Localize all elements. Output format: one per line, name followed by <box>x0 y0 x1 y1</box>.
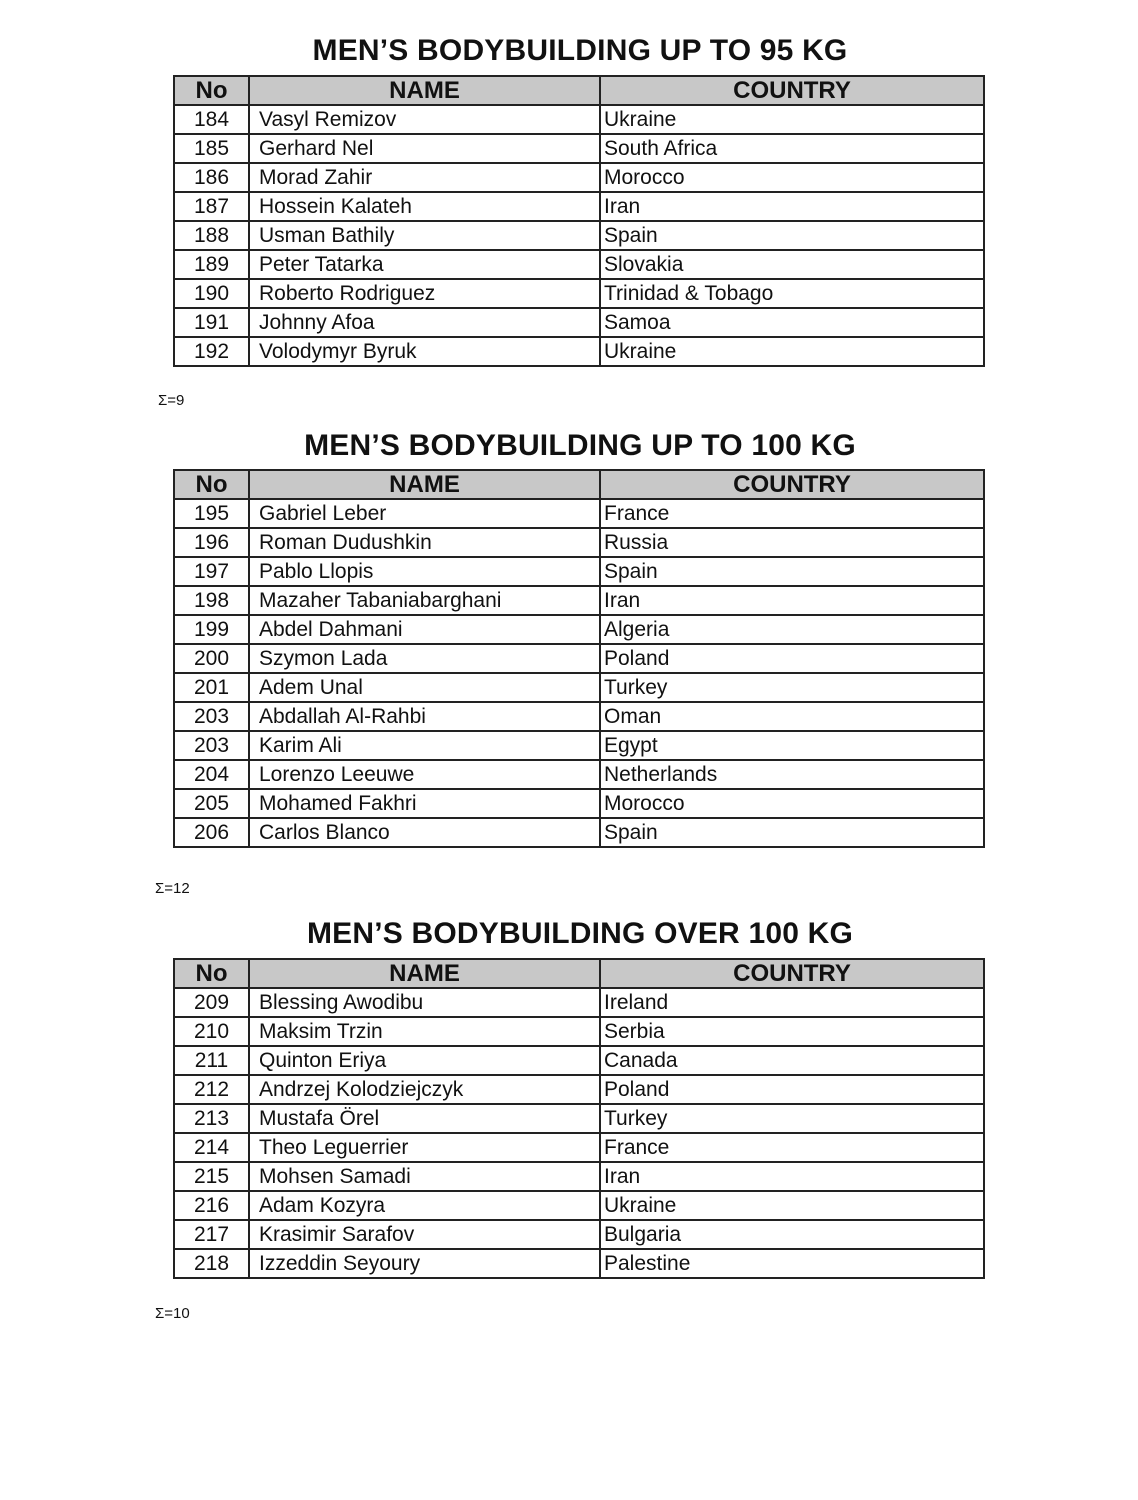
section-title: MEN’S BODYBUILDING UP TO 95 KG <box>312 34 848 67</box>
row-no: 197 <box>174 557 249 586</box>
row-country: Poland <box>600 644 984 673</box>
row-country: Oman <box>600 702 984 731</box>
row-name: Karim Ali <box>249 731 600 760</box>
row-country: Ireland <box>600 988 984 1017</box>
table-row <box>174 134 984 163</box>
row-no: 204 <box>174 760 249 789</box>
row-country: Turkey <box>600 1104 984 1133</box>
table-row <box>174 221 984 250</box>
row-country: Poland <box>600 1075 984 1104</box>
row-name: Adam Kozyra <box>249 1191 600 1220</box>
row-name: Krasimir Sarafov <box>249 1220 600 1249</box>
row-no: 186 <box>174 163 249 192</box>
row-country: Trinidad & Tobago <box>600 279 984 308</box>
row-no: 187 <box>174 192 249 221</box>
header-row <box>174 959 984 988</box>
row-country: Morocco <box>600 789 984 818</box>
row-no: 195 <box>174 499 249 528</box>
table-row <box>174 988 984 1017</box>
row-name: Gabriel Leber <box>249 499 600 528</box>
row-name: Vasyl Remizov <box>249 105 600 134</box>
row-name: Abdallah Al-Rahbi <box>249 702 600 731</box>
table-row <box>174 731 984 760</box>
row-name: Roman Dudushkin <box>249 528 600 557</box>
row-no: 192 <box>174 337 249 366</box>
table-row <box>174 1104 984 1133</box>
row-name: Theo Leguerrier <box>249 1133 600 1162</box>
header-no: No <box>174 470 249 499</box>
row-no: 184 <box>174 105 249 134</box>
table-row <box>174 1017 984 1046</box>
table-row <box>174 789 984 818</box>
row-no: 185 <box>174 134 249 163</box>
row-country: Spain <box>600 818 984 847</box>
row-name: Volodymyr Byruk <box>249 337 600 366</box>
header-row <box>174 76 984 105</box>
row-country: Slovakia <box>600 250 984 279</box>
table-row <box>174 644 984 673</box>
row-no: 196 <box>174 528 249 557</box>
row-no: 191 <box>174 308 249 337</box>
section-title: MEN’S BODYBUILDING OVER 100 KG <box>306 917 854 950</box>
row-no: 210 <box>174 1017 249 1046</box>
row-name: Gerhard Nel <box>249 134 600 163</box>
row-country: France <box>600 1133 984 1162</box>
row-no: 198 <box>174 586 249 615</box>
row-country: Ukraine <box>600 1191 984 1220</box>
header-no: No <box>174 76 249 105</box>
row-country: Iran <box>600 1162 984 1191</box>
table-row <box>174 673 984 702</box>
row-country: Canada <box>600 1046 984 1075</box>
row-country: Bulgaria <box>600 1220 984 1249</box>
header-no: No <box>174 959 249 988</box>
row-name: Andrzej Kolodziejczyk <box>249 1075 600 1104</box>
row-no: 205 <box>174 789 249 818</box>
entry-count: Σ=12 <box>155 880 190 897</box>
row-no: 200 <box>174 644 249 673</box>
row-name: Mustafa Örel <box>249 1104 600 1133</box>
table-row <box>174 760 984 789</box>
row-no: 206 <box>174 818 249 847</box>
row-name: Blessing Awodibu <box>249 988 600 1017</box>
row-country: Algeria <box>600 615 984 644</box>
row-name: Mohamed Fakhri <box>249 789 600 818</box>
row-name: Izzeddin Seyoury <box>249 1249 600 1278</box>
row-country: Ukraine <box>600 105 984 134</box>
table-row <box>174 1075 984 1104</box>
table-row <box>174 818 984 847</box>
entries-table <box>173 75 985 367</box>
table-row <box>174 1220 984 1249</box>
entries-table <box>173 469 985 848</box>
row-no: 215 <box>174 1162 249 1191</box>
header-country: COUNTRY <box>600 76 984 105</box>
table-row <box>174 586 984 615</box>
row-country: Iran <box>600 192 984 221</box>
table-row <box>174 557 984 586</box>
table-row <box>174 308 984 337</box>
row-name: Pablo Llopis <box>249 557 600 586</box>
row-name: Mohsen Samadi <box>249 1162 600 1191</box>
row-country: Iran <box>600 586 984 615</box>
row-country: Morocco <box>600 163 984 192</box>
table-row <box>174 615 984 644</box>
table-row <box>174 192 984 221</box>
row-country: South Africa <box>600 134 984 163</box>
table-row <box>174 250 984 279</box>
row-name: Lorenzo Leeuwe <box>249 760 600 789</box>
header-country: COUNTRY <box>600 470 984 499</box>
row-name: Szymon Lada <box>249 644 600 673</box>
row-name: Morad Zahir <box>249 163 600 192</box>
table-row <box>174 279 984 308</box>
row-country: Turkey <box>600 673 984 702</box>
entries-table <box>173 958 985 1279</box>
entry-count: Σ=9 <box>158 392 185 409</box>
header-row <box>174 470 984 499</box>
table-row <box>174 499 984 528</box>
table-row <box>174 1046 984 1075</box>
table-row <box>174 163 984 192</box>
row-name: Maksim Trzin <box>249 1017 600 1046</box>
row-no: 203 <box>174 702 249 731</box>
row-no: 209 <box>174 988 249 1017</box>
row-country: Russia <box>600 528 984 557</box>
row-no: 199 <box>174 615 249 644</box>
table-row <box>174 528 984 557</box>
table-row <box>174 702 984 731</box>
row-no: 190 <box>174 279 249 308</box>
row-no: 203 <box>174 731 249 760</box>
row-name: Usman Bathily <box>249 221 600 250</box>
table-row <box>174 1133 984 1162</box>
row-no: 213 <box>174 1104 249 1133</box>
row-name: Roberto Rodriguez <box>249 279 600 308</box>
row-country: Spain <box>600 221 984 250</box>
row-no: 216 <box>174 1191 249 1220</box>
table-row <box>174 337 984 366</box>
header-name: NAME <box>249 470 600 499</box>
table-row <box>174 105 984 134</box>
header-name: NAME <box>249 76 600 105</box>
row-country: Egypt <box>600 731 984 760</box>
row-name: Quinton Eriya <box>249 1046 600 1075</box>
row-country: Spain <box>600 557 984 586</box>
table-row <box>174 1191 984 1220</box>
row-name: Mazaher Tabaniabarghani <box>249 586 600 615</box>
row-name: Peter Tatarka <box>249 250 600 279</box>
row-no: 214 <box>174 1133 249 1162</box>
row-no: 188 <box>174 221 249 250</box>
row-no: 218 <box>174 1249 249 1278</box>
row-no: 189 <box>174 250 249 279</box>
table-row <box>174 1249 984 1278</box>
section-title: MEN’S BODYBUILDING UP TO 100 KG <box>304 429 856 462</box>
row-country: France <box>600 499 984 528</box>
row-no: 201 <box>174 673 249 702</box>
row-country: Netherlands <box>600 760 984 789</box>
row-name: Abdel Dahmani <box>249 615 600 644</box>
row-name: Carlos Blanco <box>249 818 600 847</box>
table-row <box>174 1162 984 1191</box>
header-name: NAME <box>249 959 600 988</box>
row-no: 212 <box>174 1075 249 1104</box>
entry-count: Σ=10 <box>155 1305 190 1322</box>
row-country: Ukraine <box>600 337 984 366</box>
header-country: COUNTRY <box>600 959 984 988</box>
row-no: 211 <box>174 1046 249 1075</box>
row-no: 217 <box>174 1220 249 1249</box>
row-name: Adem Unal <box>249 673 600 702</box>
row-country: Palestine <box>600 1249 984 1278</box>
row-country: Serbia <box>600 1017 984 1046</box>
row-country: Samoa <box>600 308 984 337</box>
row-name: Hossein Kalateh <box>249 192 600 221</box>
row-name: Johnny Afoa <box>249 308 600 337</box>
